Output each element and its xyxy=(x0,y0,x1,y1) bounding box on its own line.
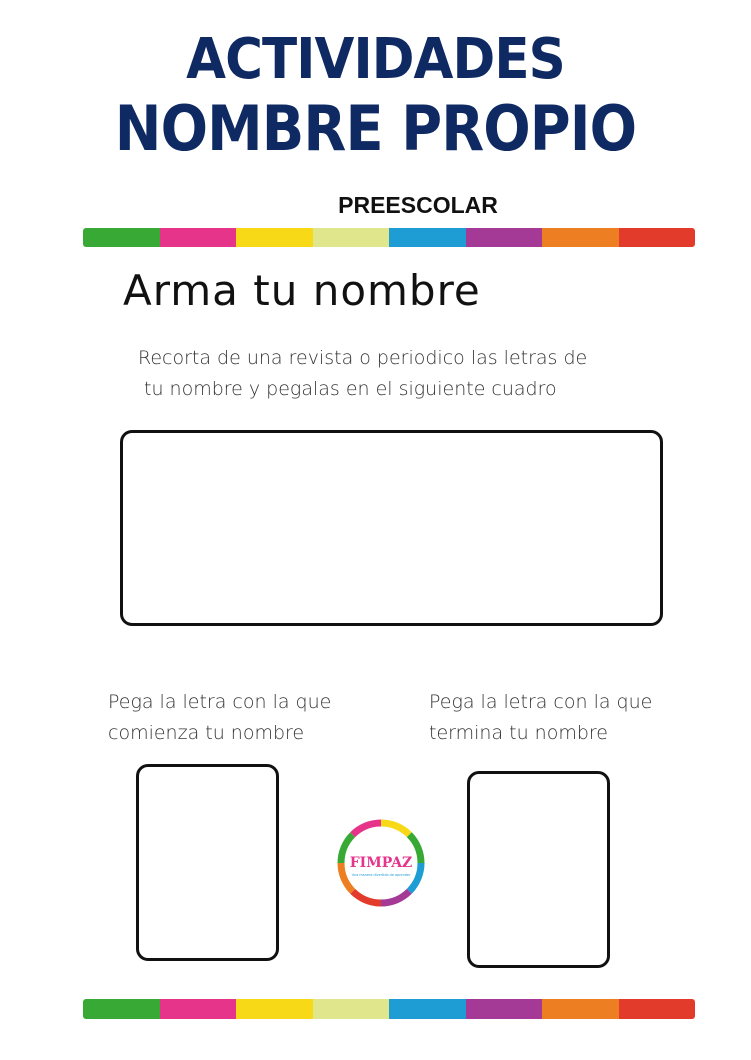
stripe-segment xyxy=(466,228,543,247)
stripe-segment xyxy=(83,999,160,1019)
level-subtitle: PREESCOLAR xyxy=(338,192,498,218)
stripe-segment xyxy=(236,228,313,247)
instruction-line-1: Recorta de una revista o periodico las letras de xyxy=(138,347,588,369)
last-letter-line-1: Pega la letra con la que xyxy=(429,691,653,713)
logo-tagline: Una manera divertida de aprender xyxy=(351,873,411,877)
stripe-segment xyxy=(160,999,237,1019)
last-letter-line-2: termina tu nombre xyxy=(429,722,608,744)
first-letter-line-1: Pega la letra con la que xyxy=(108,691,332,713)
stripe-segment xyxy=(389,999,466,1019)
instruction-line-2: tu nombre y pegalas en el siguiente cuadro xyxy=(144,378,557,400)
stripe-segment xyxy=(542,999,619,1019)
stripe-segment xyxy=(313,999,390,1019)
fimpaz-logo-icon xyxy=(336,818,426,908)
stripe-segment xyxy=(542,228,619,247)
stripe-segment xyxy=(389,228,466,247)
last-letter-instructions xyxy=(429,687,652,749)
title-line-1: ACTIVIDADES xyxy=(186,27,565,92)
last-letter-box xyxy=(467,771,610,968)
stripe-segment xyxy=(313,228,390,247)
name-paste-box xyxy=(120,430,663,626)
stripe-segment xyxy=(160,228,237,247)
first-letter-instructions xyxy=(108,687,331,749)
activity-instructions xyxy=(138,343,587,405)
color-stripe-top xyxy=(83,228,695,247)
first-letter-line-2: comienza tu nombre xyxy=(108,722,305,744)
activity-heading: Arma tu nombre xyxy=(123,266,481,315)
logo-name: FIMPAZ xyxy=(349,855,413,871)
color-stripe-bottom xyxy=(83,999,695,1019)
stripe-segment xyxy=(466,999,543,1019)
first-letter-box xyxy=(136,764,279,961)
stripe-segment xyxy=(236,999,313,1019)
stripe-segment xyxy=(619,999,696,1019)
title-line-2: NOMBRE PROPIO xyxy=(114,92,637,165)
stripe-segment xyxy=(619,228,696,247)
stripe-segment xyxy=(83,228,160,247)
